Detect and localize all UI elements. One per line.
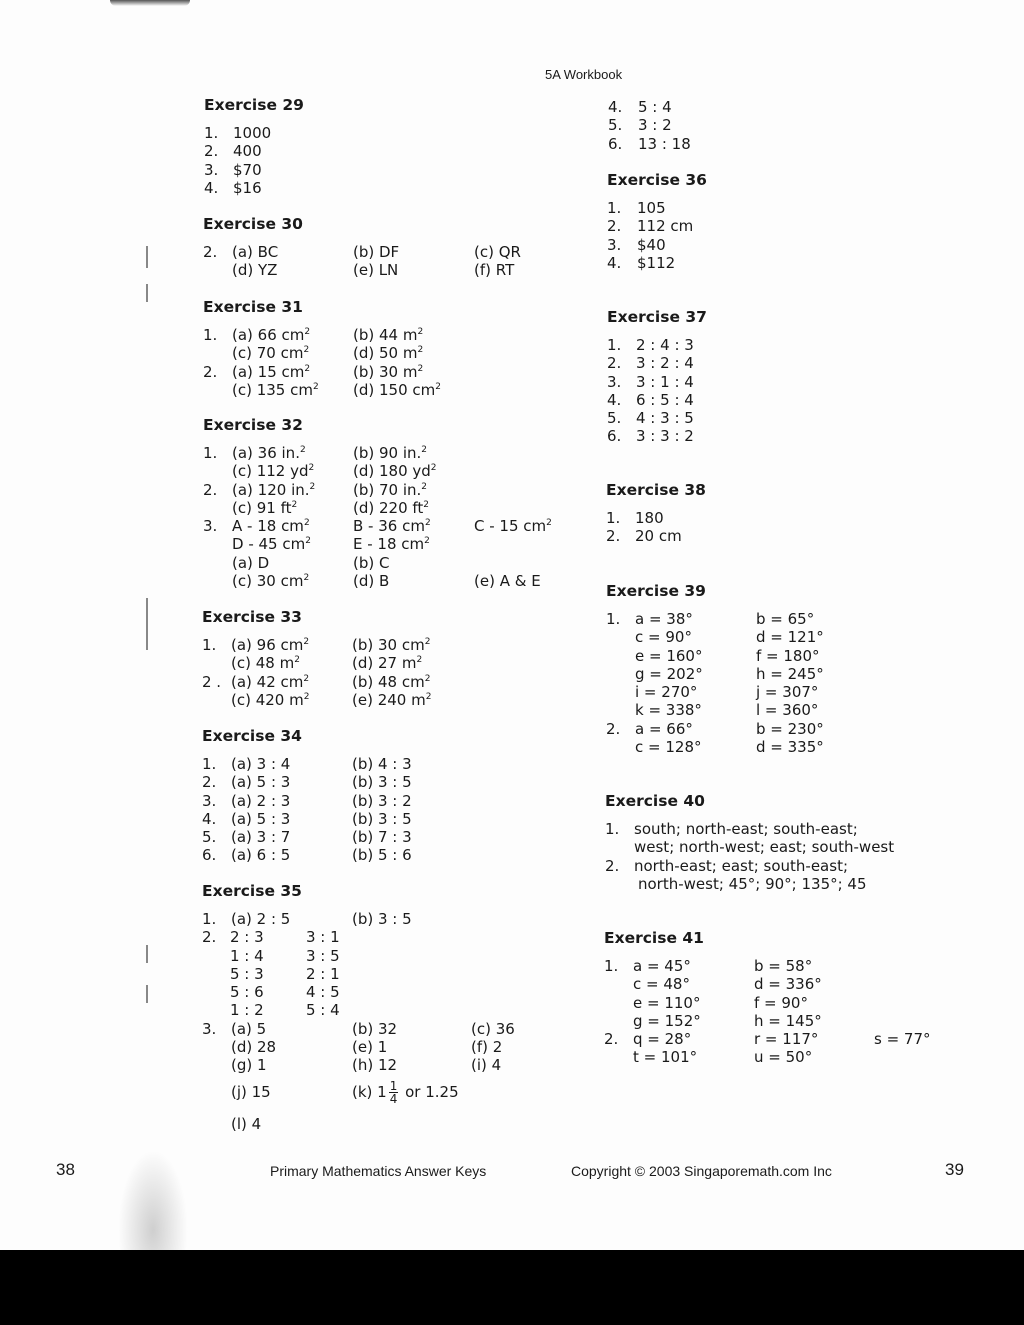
answer: 3 : 5 <box>306 946 340 965</box>
answer: f = 180° <box>756 646 820 665</box>
exercise-36 <box>607 171 967 272</box>
answer: 20 cm <box>635 527 682 546</box>
answer: (e) 1 <box>352 1038 388 1057</box>
answer: (d) 180 $yd^2$ <box>353 462 437 481</box>
exercise-title: Exercise 38 <box>606 481 706 499</box>
answer: g = 202° <box>635 664 703 683</box>
answer: (a) 120 in.$^2$ <box>232 480 316 499</box>
item-number: 2. <box>202 773 217 792</box>
answer: 3 : 2 : 4 <box>636 354 694 373</box>
answer: a = 38° <box>635 610 693 628</box>
answer: f = 90° <box>754 993 808 1012</box>
answer: (b) 7 : 3 <box>352 828 412 847</box>
answer: c = 128° <box>635 738 702 757</box>
answer: (d) 28 <box>231 1038 277 1057</box>
item-number: 1. <box>202 636 217 654</box>
answer: (b) 44 $m^2$ <box>353 326 424 344</box>
item-number: 3. <box>202 1019 217 1038</box>
exercise-29 <box>204 96 564 197</box>
answer: (a) 5 : 3 <box>231 809 291 828</box>
margin-mark <box>146 945 148 963</box>
item-number: 4. <box>204 178 219 197</box>
item-number: 2. <box>203 362 218 381</box>
answer: 1 : 4 <box>230 946 264 965</box>
item-number: 2. <box>203 480 218 499</box>
answer: (b) 32 <box>352 1019 398 1038</box>
answer: 1 : 2 <box>230 1001 264 1020</box>
item-number: 1. <box>607 336 622 354</box>
answer: south; north-east; south-east; <box>634 820 858 838</box>
answer: (a) 3 : 4 <box>231 755 291 773</box>
answer: (c) 30 $cm^2$ <box>232 572 310 591</box>
scan-bottom-edge <box>0 1250 1024 1325</box>
exercise-31 <box>203 298 563 399</box>
footer-copyright: Copyright © 2003 Singaporemath.com Inc <box>571 1163 832 1179</box>
answer: $112 <box>637 253 676 272</box>
scan-artifact <box>110 0 190 6</box>
exercise-title: Exercise 39 <box>606 582 706 600</box>
margin-mark <box>146 985 148 1003</box>
answer: (a) 36 in.$^2$ <box>232 444 306 462</box>
answer: (b) 3 : 5 <box>352 809 412 828</box>
exercise-title: Exercise 36 <box>607 171 707 189</box>
answer: (b) 3 : 5 <box>352 773 412 792</box>
item-number: 6. <box>608 134 623 153</box>
answer: 112 cm <box>637 217 694 236</box>
answer: e = 110° <box>633 993 701 1012</box>
answer: (b) 4 : 3 <box>352 755 412 773</box>
answer: (b) 3 : 2 <box>352 791 412 810</box>
footer-title: Primary Mathematics Answer Keys <box>270 1163 487 1179</box>
item-number: 4. <box>202 809 217 828</box>
answer: r = 117° <box>754 1030 819 1049</box>
item-number: 1. <box>605 820 620 838</box>
answer: q = 28° <box>633 1030 692 1049</box>
exercise-33 <box>202 608 562 709</box>
item-number: 4. <box>607 390 622 409</box>
answer: 400 <box>233 142 262 161</box>
answer: 1000 <box>233 124 272 142</box>
answer: (d) 150 $cm^2$ <box>353 380 441 399</box>
answer: 4 : 5 <box>306 983 340 1002</box>
answer: 180 <box>635 509 664 527</box>
answer: (c) 70 $cm^2$ <box>232 344 310 363</box>
margin-mark <box>146 598 148 650</box>
item-number: 2. <box>605 856 620 875</box>
answer: 4 : 3 : 5 <box>636 409 694 428</box>
answer: (b) DF <box>353 243 400 261</box>
item-number: 4. <box>607 253 622 272</box>
answer: (l) 4 <box>231 1114 262 1133</box>
answer: (b) 48 $cm^2$ <box>352 672 431 691</box>
exercise-38 <box>606 481 966 546</box>
answer: north-east; east; south-east; <box>634 856 848 875</box>
answer: $16 <box>233 178 262 197</box>
answer: (a) 42 $cm^2$ <box>231 672 310 691</box>
answer: west; north-west; east; south-west <box>634 838 895 857</box>
answer: 105 <box>637 199 666 217</box>
answer: i = 270° <box>635 683 698 702</box>
answer: e = 160° <box>635 646 703 665</box>
exercise-32 <box>203 416 583 590</box>
margin-mark <box>146 246 148 268</box>
answer: 13 : 18 <box>638 134 691 153</box>
answer: d = 121° <box>756 628 824 647</box>
exercise-title: Exercise 34 <box>202 727 302 745</box>
answer: c = 90° <box>635 628 692 647</box>
answer: 2 : 4 : 3 <box>636 336 694 354</box>
answer: $40 <box>637 235 666 254</box>
scan-artifact <box>118 1150 188 1250</box>
answer: (c) 48 $m^2$ <box>231 654 300 673</box>
fraction: $\frac{1}{4}$ <box>389 1078 398 1106</box>
answer: north-west; 45°; 90°; 135°; 45 <box>638 874 867 893</box>
answer: (c) 135 $cm^2$ <box>232 380 319 399</box>
answer: (b) C <box>353 553 390 572</box>
item-number: 3. <box>203 517 218 536</box>
answer: B - 36 $cm^2$ <box>353 517 431 536</box>
answer: (e) A & E <box>474 572 541 591</box>
answer: (d) YZ <box>232 261 278 280</box>
item-number: 1. <box>204 124 219 142</box>
answer: 2 : 1 <box>306 964 340 983</box>
item-number: 3. <box>204 160 219 179</box>
answer: a = 45° <box>633 957 691 975</box>
exercise-title: Exercise 41 <box>604 929 704 947</box>
item-number: 2. <box>606 527 621 546</box>
item-number: 1. <box>203 326 218 344</box>
item-number: 1. <box>203 444 218 462</box>
answer: (a) 3 : 7 <box>231 828 291 847</box>
answer: j = 307° <box>756 683 819 702</box>
item-number: 6. <box>607 427 622 446</box>
answer: c = 48° <box>633 975 690 994</box>
exercise-title: Exercise 31 <box>203 298 303 316</box>
answer: (d) 220 $ft^2$ <box>353 498 430 517</box>
exercise-title: Exercise 30 <box>203 215 303 233</box>
answer: (j) 15 <box>231 1082 271 1101</box>
answer: (a) 96 $cm^2$ <box>231 636 310 654</box>
exercise-39 <box>606 582 966 756</box>
answer: (b) 3 : 5 <box>352 910 412 928</box>
answer: 6 : 5 : 4 <box>636 390 694 409</box>
answer: b = 58° <box>754 957 813 975</box>
page-number-left: 38 <box>56 1160 75 1179</box>
exercise-37 <box>607 308 967 446</box>
item-number: 2. <box>606 719 621 738</box>
answer: b = 230° <box>756 719 824 738</box>
answer: (f) RT <box>474 261 515 280</box>
exercise-title: Exercise 33 <box>202 608 302 626</box>
exercise-35 <box>202 882 562 1133</box>
answer: g = 152° <box>633 1011 701 1030</box>
answer: (c) 112 $yd^2$ <box>232 462 315 481</box>
item-number: 5. <box>607 409 622 428</box>
page-number-right: 39 <box>945 1160 964 1179</box>
item-number: 5. <box>202 828 217 847</box>
item-number: 4. <box>608 98 623 116</box>
item-number: 3. <box>202 791 217 810</box>
answer: (a) 5 <box>231 1019 267 1038</box>
item-number: 1. <box>202 910 217 928</box>
answer: (a) 2 : 3 <box>231 791 291 810</box>
item-number: 2. <box>203 243 218 261</box>
item-number: 2. <box>204 142 219 161</box>
item-number: 2. <box>607 354 622 373</box>
answer: 2 : 3 <box>230 928 264 947</box>
exercise-30 <box>203 215 563 280</box>
item-number: 2. <box>604 1030 619 1049</box>
item-number: 2 . <box>202 672 222 691</box>
answer: (e) 240 $m^2$ <box>352 690 432 709</box>
answer: b = 65° <box>756 610 815 628</box>
answer: (d) 27 $m^2$ <box>352 654 423 673</box>
exercise-title: Exercise 32 <box>203 416 303 434</box>
answer: (g) 1 <box>231 1056 267 1075</box>
answer: (h) 12 <box>352 1056 398 1075</box>
answer: (c) 420 $m^2$ <box>231 690 310 709</box>
item-number: 6. <box>202 846 217 865</box>
answer: 3 : 1 : 4 <box>636 372 694 391</box>
exercise-41 <box>604 929 984 1067</box>
item-number: 1. <box>607 199 622 217</box>
answer: h = 245° <box>756 664 824 683</box>
answer: E - 18 $cm^2$ <box>353 535 430 554</box>
item-number: 3. <box>607 372 622 391</box>
answer: (b) 30 $m^2$ <box>353 362 424 381</box>
exercise-title: Exercise 29 <box>204 96 304 114</box>
answer: (d) 50 $m^2$ <box>353 344 424 363</box>
answer-mixed-number: (k) 1 $\frac{1}{4}$ or 1.25 <box>352 1078 459 1106</box>
answer: (a) BC <box>232 243 279 261</box>
exercise-title: Exercise 37 <box>607 308 707 326</box>
answer: (c) 91 $ft^2$ <box>232 498 298 517</box>
answer: (e) LN <box>353 261 399 280</box>
answer: h = 145° <box>754 1011 822 1030</box>
item-number: 3. <box>607 235 622 254</box>
answer: (a) 5 : 3 <box>231 773 291 792</box>
answer: d = 335° <box>756 738 824 757</box>
answer: (c) QR <box>474 243 521 261</box>
answer: u = 50° <box>754 1048 813 1067</box>
answer: (b) 30 $cm^2$ <box>352 636 431 654</box>
answer: A - 18 $cm^2$ <box>232 517 310 536</box>
answer: (d) B <box>353 572 390 591</box>
item-number: 2. <box>202 928 217 947</box>
answer: (c) 36 <box>471 1019 515 1038</box>
answer: (i) 4 <box>471 1056 502 1075</box>
answer: (a) 2 : 5 <box>231 910 291 928</box>
exercise-40 <box>605 792 965 893</box>
answer: 3 : 2 <box>638 116 672 135</box>
answer: (a) D <box>232 553 270 572</box>
workbook-label: 5A Workbook <box>545 67 623 82</box>
answer: (b) 5 : 6 <box>352 846 412 865</box>
item-number: 1. <box>604 957 619 975</box>
answer: (a) 6 : 5 <box>231 846 291 865</box>
answer: d = 336° <box>754 975 822 994</box>
item-number: 5. <box>608 116 623 135</box>
exercise-34 <box>202 727 562 865</box>
exercise-title: Exercise 35 <box>202 882 302 900</box>
item-number: 1. <box>606 610 621 628</box>
margin-mark <box>146 284 148 302</box>
answer: 5 : 3 <box>230 964 264 983</box>
answer: a = 66° <box>635 719 693 738</box>
answer: t = 101° <box>633 1048 698 1067</box>
item-number: 1. <box>202 755 217 773</box>
item-number: 2. <box>607 217 622 236</box>
answer: (b) 90 in.$^2$ <box>353 444 428 462</box>
answer: (a) 66 $cm^2$ <box>232 326 311 344</box>
answer: 5 : 4 <box>638 98 672 116</box>
answer: (f) 2 <box>471 1038 503 1057</box>
answer: s = 77° <box>874 1030 931 1049</box>
answer: k = 338° <box>635 701 702 720</box>
exercise-35-continued <box>608 98 968 153</box>
exercise-title: Exercise 40 <box>605 792 705 810</box>
item-number: 1. <box>606 509 621 527</box>
answer: $70 <box>233 160 262 179</box>
answer: 3 : 1 <box>306 928 340 947</box>
answer: (a) 15 $cm^2$ <box>232 362 311 381</box>
answer: C - 15 $cm^2$ <box>474 517 552 536</box>
answer: (b) 70 in.$^2$ <box>353 480 428 499</box>
answer: 5 : 4 <box>306 1001 340 1020</box>
answer: D - 45 $cm^2$ <box>232 535 311 554</box>
answer: 5 : 6 <box>230 983 264 1002</box>
answer: 3 : 3 : 2 <box>636 427 694 446</box>
answer: l = 360° <box>756 701 819 720</box>
